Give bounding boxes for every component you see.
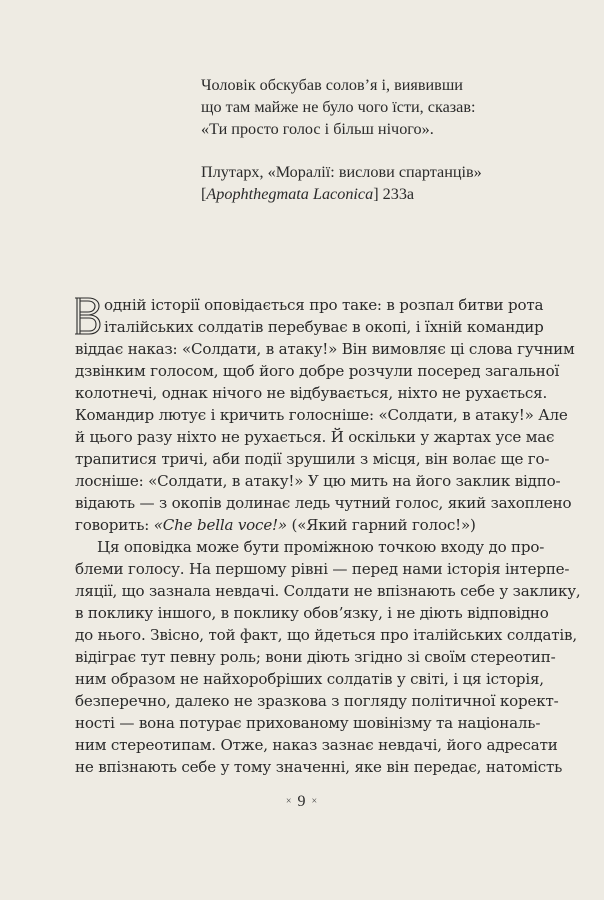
paragraph-line: колотнечі, однак нічого не відбувається, ніхто не рухається. [75, 384, 548, 402]
epigraph-line: що там майже не було чого їсти, сказав: [201, 98, 476, 116]
paragraph-line: Командир лютує і кричить голосніше: «Солдати, в атаку!» Але [75, 406, 568, 424]
paragraph-line: ним образом не найхоробріших солдатів у світі, і ця історія, [75, 670, 544, 688]
paragraph-line: не впізнають себе у тому значенні, яке він передає, натомість [75, 758, 563, 776]
epigraph-line: «Ти просто голос і більш нічого». [201, 120, 434, 138]
ornament-right: × [311, 796, 319, 807]
paragraph-line: віддає наказ: «Солдати, в атаку!» Він вимовляє ці слова гучним [75, 340, 575, 358]
paragraph-last-line [75, 514, 537, 536]
paragraph-line: ності — вона потурає прихованому шовінізму та національ- [75, 714, 541, 732]
attribution-latin-line [201, 183, 531, 205]
paragraph-line: трапитися тричі, аби події зрушили з місця, він волає ще го- [75, 450, 550, 468]
body-text [75, 294, 581, 778]
latin-title: Apophthegmata Laconica [206, 185, 374, 203]
text-run: говорить: [75, 516, 154, 534]
paragraph-line: до нього. Звісно, той факт, що йдеться про італійських солдатів, [75, 626, 577, 644]
epigraph [201, 74, 531, 205]
paragraph-line: дзвінким голосом, щоб його добре розчули посеред загальної [75, 362, 560, 380]
bracket-open: [ [201, 185, 207, 203]
paragraph-line: відають — з окопів долинає ледь чутний голос, який захоплено [75, 494, 572, 512]
paragraph-line: відіграє тут певну роль; вони діють згідно зі своїм стереотип- [75, 648, 556, 666]
paragraph-line: ним стереотипам. Отже, наказ зазнає невдачі, його адресати [75, 736, 558, 754]
epigraph-line: Чоловік обскубав соловʼя і, виявивши [201, 76, 463, 94]
paragraph-line: блеми голосу. На першому рівні — перед нами історія інтерпе- [75, 560, 570, 578]
attribution-source: Плутарх, «Моралії: вислови спартанців» [201, 163, 482, 181]
paragraph-line: лосніше: «Солдати, в атаку!» У цю мить на його заклик відпо- [75, 472, 561, 490]
paragraph-line: й цього разу ніхто не рухається. Й оскільки у жартах усе має [75, 428, 555, 446]
epigraph-attribution [201, 161, 531, 205]
paragraph-line: ляції, що зазнала невдачі. Солдати не впізнають себе у заклику, [75, 582, 581, 600]
paragraph-line: Ця оповідка може бути проміжною точкою входу до про- [97, 538, 545, 556]
paragraph-line: безперечно, далеко не зразкова з погляду політичної корект- [75, 692, 559, 710]
ornament-left: × [285, 796, 293, 807]
text-run: («Який гарний голос!») [286, 516, 476, 534]
paragraph-line: італійських солдатів перебуває в окопі, і їхній командир [104, 318, 544, 336]
page-number-value: 9 [297, 793, 307, 810]
page-number [0, 793, 604, 811]
italian-quote: «Che bella voce!» [153, 516, 287, 534]
paragraph-line: в поклику іншого, в поклику обовʼязку, і не діють відповідно [75, 604, 549, 622]
paragraph-line: одній історії оповідається про таке: в розпал битви рота [104, 296, 544, 314]
bracket-close-ref: ] 233a [373, 185, 415, 203]
